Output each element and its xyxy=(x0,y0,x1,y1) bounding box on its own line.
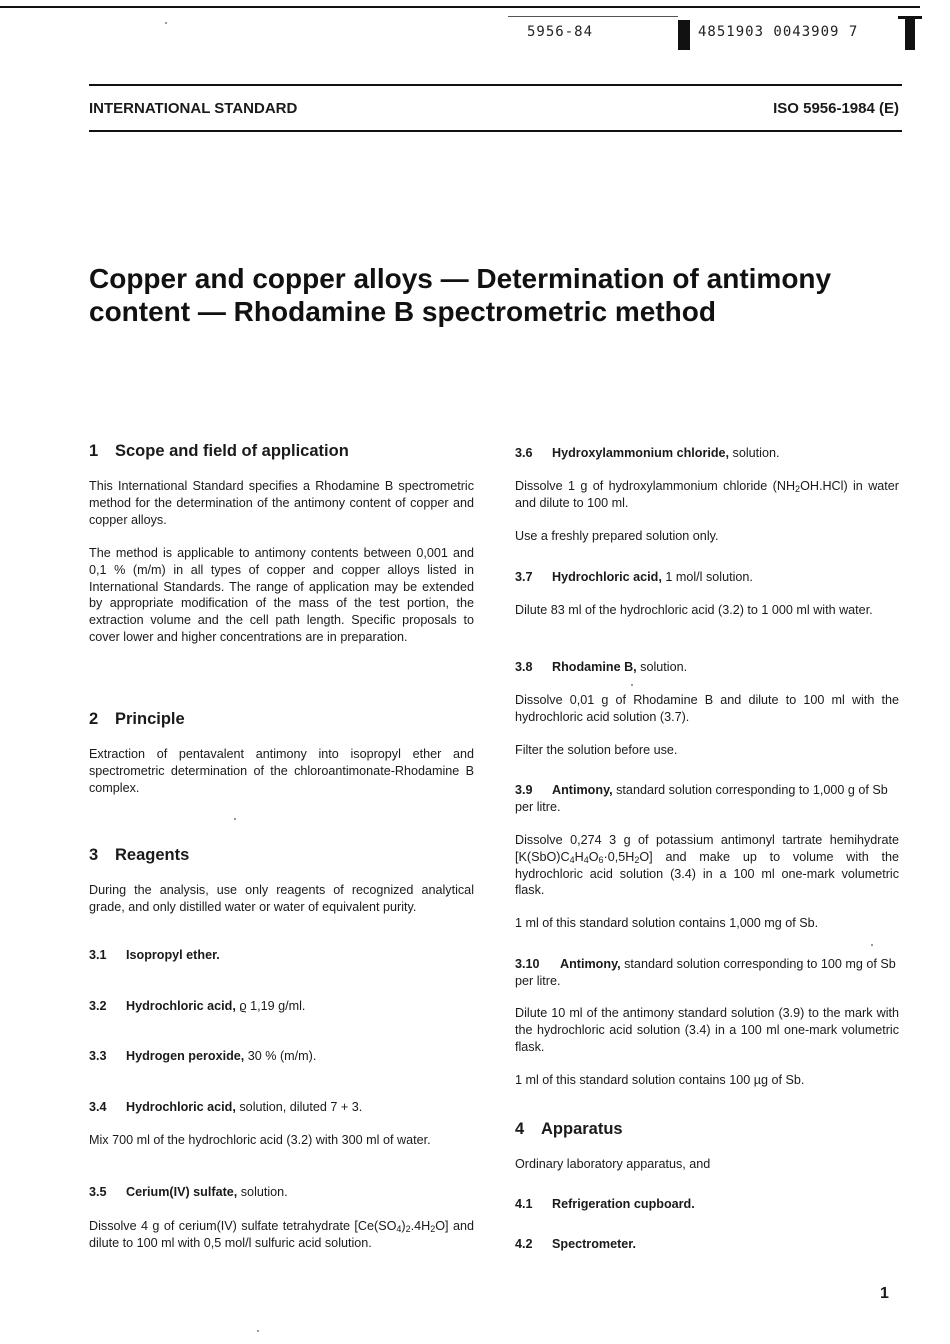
item-name: Hydrochloric acid, xyxy=(552,570,662,584)
document-title xyxy=(89,262,909,328)
section-title: Principle xyxy=(115,710,185,728)
section-3-heading xyxy=(89,846,474,865)
reagent-3-5-text xyxy=(89,1218,474,1252)
section-1-para-2: The method is applicable to antimony contents between 0,001 and 0,1 % (m/m) in all types of copper and copper alloys listed in International Standards. The range of application may be extended by appropriate modification of the mass of the test portion, the extraction volume and the cell path length. Specific proposals to cover lower and higher concentrations are in preparation. xyxy=(89,546,474,644)
text-part: H xyxy=(574,849,584,864)
reagent-3-6-text xyxy=(515,478,899,512)
section-title: Reagents xyxy=(115,846,190,864)
item-name: Isopropyl ether. xyxy=(126,948,220,962)
reagent-3-3 xyxy=(89,1048,474,1065)
text-part: O xyxy=(588,849,599,864)
scan-speck xyxy=(257,1330,259,1332)
item-number: 3.3 xyxy=(89,1049,107,1063)
item-number: 3.1 xyxy=(89,948,107,962)
reagent-3-10-text: Dilute 10 ml of the antimony standard solution (3.9) to the mark with the hydrochloric acid solution (3.4) in a 100 ml one-mark volumetric flask. xyxy=(515,1006,899,1054)
item-name: Hydrochloric acid, xyxy=(126,999,236,1013)
subscript: 2 xyxy=(405,1224,411,1234)
stamp-bar-left xyxy=(678,20,690,50)
item-name: Hydrogen peroxide, xyxy=(126,1049,245,1063)
scan-speck xyxy=(871,944,873,946)
item-number: 3.6 xyxy=(515,446,533,460)
item-name: Antimony, xyxy=(552,783,613,797)
item-number: 4.1 xyxy=(515,1197,533,1211)
reagent-3-9-text xyxy=(515,832,899,899)
reagent-3-10 xyxy=(515,956,899,990)
text-part: ·0,5H xyxy=(603,849,635,864)
item-desc: solution. xyxy=(729,446,780,460)
item-number: 3.10 xyxy=(515,957,540,971)
text-part: Dissolve 1 g of hydroxylammonium chloride (NH xyxy=(515,479,796,493)
item-desc: 30 % (m/m). xyxy=(244,1049,317,1063)
item-desc: solution, diluted 7 + 3. xyxy=(235,1100,363,1114)
subscript: 2 xyxy=(634,854,640,865)
item-desc: solution. xyxy=(636,660,688,674)
scan-speck xyxy=(631,684,633,686)
text-part: Dissolve 0,274 3 g of potassium antimonyl tartrate hemihydrate [K(SbO)C xyxy=(515,833,899,864)
reagent-3-2 xyxy=(89,998,474,1015)
stamp-underline xyxy=(508,16,678,17)
item-number: 3.7 xyxy=(515,570,533,584)
reagent-3-10-text-2: 1 ml of this standard solution contains 100 µg of Sb. xyxy=(515,1073,805,1087)
section-number: 2 xyxy=(89,710,99,728)
section-title: Apparatus xyxy=(541,1120,623,1138)
section-3-para-1: During the analysis, use only reagents of recognized analytical grade, and only distilled water or water of equivalent purity. xyxy=(89,883,474,914)
stamp-bar-right xyxy=(905,16,915,50)
reagent-3-6-text-2: Use a freshly prepared solution only. xyxy=(515,529,719,543)
section-1-para-1: This International Standard specifies a Rhodamine B spectrometric method for the determination of the antimony content of copper and copper alloys. xyxy=(89,479,474,527)
item-number: 3.8 xyxy=(515,660,533,674)
text-part: O] and dilute to 100 ml with 0,5 mol/l sulfuric acid solution. xyxy=(89,1219,474,1250)
item-name: Refrigeration cupboard. xyxy=(552,1197,695,1211)
reagent-3-7-text: Dilute 83 ml of the hydrochloric acid (3.2) to 1 000 ml with water. xyxy=(515,603,873,617)
reagent-3-9 xyxy=(515,782,899,816)
reagent-3-4-text: Mix 700 ml of the hydrochloric acid (3.2) with 300 ml of water. xyxy=(89,1133,431,1147)
item-number: 3.9 xyxy=(515,783,533,797)
item-name: Antimony, xyxy=(560,957,621,971)
section-2-heading xyxy=(89,710,474,729)
reagent-3-7 xyxy=(515,569,899,586)
section-1-heading xyxy=(89,442,474,461)
text-part: .4H xyxy=(410,1219,431,1233)
title-line-2: content — Rhodamine B spectrometric method xyxy=(89,296,716,327)
reagent-3-6 xyxy=(515,445,899,462)
item-number: 3.5 xyxy=(89,1185,107,1199)
scan-speck xyxy=(234,818,236,820)
section-number: 3 xyxy=(89,846,99,864)
reagent-3-4 xyxy=(89,1099,474,1116)
subscript: 4 xyxy=(396,1224,402,1234)
item-name: Spectrometer. xyxy=(552,1237,636,1251)
stamp-code-right: 4851903 0043909 7 xyxy=(698,24,859,40)
reagent-3-8-text: Dissolve 0,01 g of Rhodamine B and dilute to 100 ml with the hydrochloric acid solution (3.7). xyxy=(515,693,899,724)
item-desc: standard solution corresponding to 1,000 g of Sb per litre. xyxy=(515,783,888,814)
item-number: 4.2 xyxy=(515,1237,533,1251)
section-2-para-1: Extraction of pentavalent antimony into isopropyl ether and spectrometric determination of the chloroantimonate-Rhodamine B complex. xyxy=(89,747,474,795)
reagent-3-9-text-2: 1 ml of this standard solution contains 1,000 mg of Sb. xyxy=(515,916,819,930)
item-name: Hydroxylammonium chloride, xyxy=(552,446,730,460)
reagent-3-8 xyxy=(515,659,899,676)
section-number: 1 xyxy=(89,442,99,460)
section-4-para-1: Ordinary laboratory apparatus, and xyxy=(515,1157,711,1171)
item-number: 3.4 xyxy=(89,1100,107,1114)
item-desc: ϱ 1,19 g/ml. xyxy=(235,999,306,1013)
item-desc: standard solution corresponding to 100 mg of Sb per litre. xyxy=(515,957,896,988)
top-border-line xyxy=(0,6,920,8)
apparatus-4-1 xyxy=(515,1196,899,1213)
subscript: 4 xyxy=(583,854,589,865)
text-part: OH.HCl) in water and dilute to 100 ml. xyxy=(515,479,899,510)
subscript: 2 xyxy=(430,1224,436,1234)
item-name: Hydrochloric acid, xyxy=(126,1100,236,1114)
section-number: 4 xyxy=(515,1120,525,1138)
header-left: INTERNATIONAL STANDARD xyxy=(89,100,298,117)
reagent-3-8-text-2: Filter the solution before use. xyxy=(515,743,678,757)
item-desc: 1 mol/l solution. xyxy=(661,570,753,584)
subscript: 2 xyxy=(795,484,801,494)
title-line-1: Copper and copper alloys — Determination of antimony xyxy=(89,263,832,294)
section-4-heading xyxy=(515,1120,899,1139)
text-part: ) xyxy=(401,1219,406,1233)
page-number: 1 xyxy=(880,1285,889,1302)
apparatus-4-2 xyxy=(515,1236,899,1253)
header-bottom-rule xyxy=(89,130,902,132)
text-part: O] and make up to volume with the hydrochloric acid solution (3.4) in a 100 ml one-mark volumetric flask. xyxy=(515,849,899,898)
subscript: 4 xyxy=(569,854,575,865)
header-right: ISO 5956-1984 (E) xyxy=(773,100,899,117)
section-title: Scope and field of application xyxy=(115,442,349,460)
item-name: Cerium(IV) sulfate, xyxy=(126,1185,238,1199)
text-part: Dissolve 4 g of cerium(IV) sulfate tetrahydrate [Ce(SO xyxy=(89,1219,397,1233)
subscript: 6 xyxy=(598,854,604,865)
scan-speck xyxy=(165,22,167,24)
stamp-code-left: 5956-84 xyxy=(527,24,594,40)
item-name: Rhodamine B, xyxy=(552,660,637,674)
reagent-3-1 xyxy=(89,947,474,964)
item-desc: solution. xyxy=(237,1185,288,1199)
item-number: 3.2 xyxy=(89,999,107,1013)
reagent-3-5 xyxy=(89,1184,474,1201)
stamp-bar-cap xyxy=(898,16,922,19)
header-top-rule xyxy=(89,84,902,86)
